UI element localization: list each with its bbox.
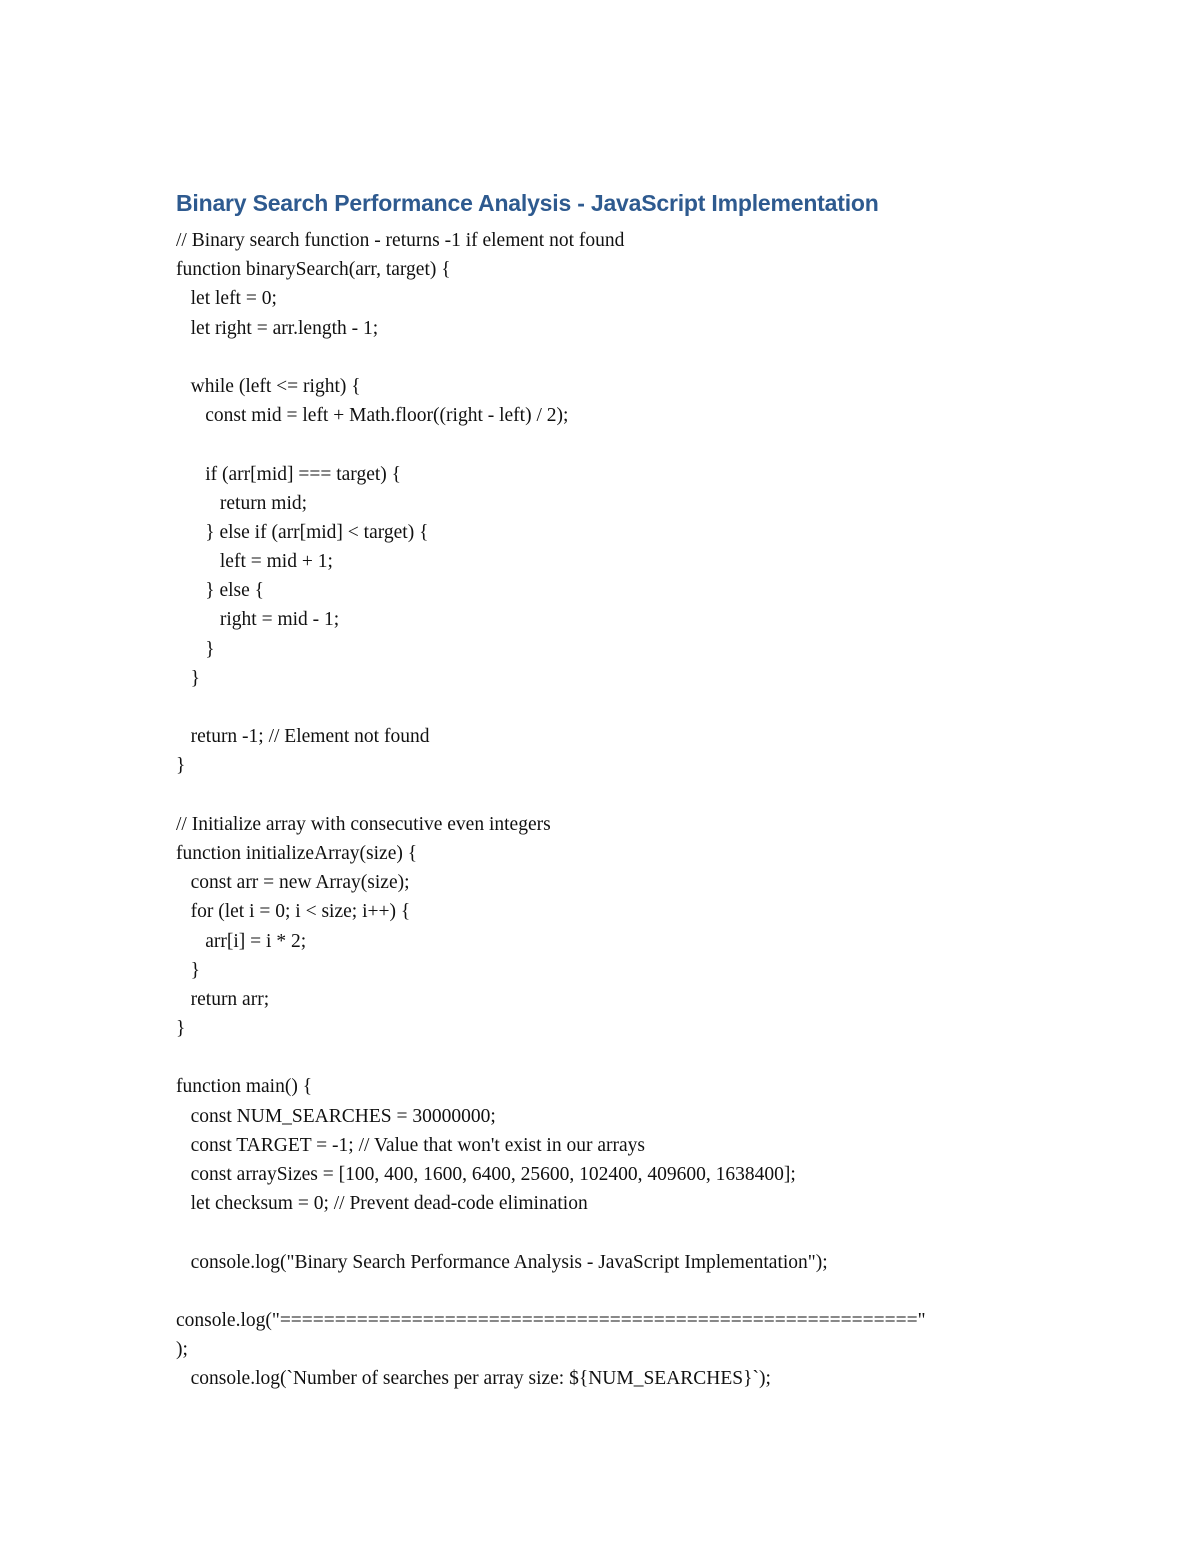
code-line <box>176 1277 1046 1306</box>
code-line: const mid = left + Math.floor((right - left) / 2); <box>176 405 569 427</box>
code-line: return mid; <box>176 492 308 514</box>
code-line: } <box>176 638 215 660</box>
document-title: Binary Search Performance Analysis - JavaScript Implementation <box>176 190 879 216</box>
code-line: while (left <= right) { <box>176 375 361 397</box>
code-line: arr[i] = i * 2; <box>176 930 307 952</box>
code-line: } else { <box>176 580 265 602</box>
code-line: } else if (arr[mid] < target) { <box>176 521 429 543</box>
code-line: right = mid - 1; <box>176 609 340 631</box>
code-line: ); <box>176 1339 188 1361</box>
code-line: let left = 0; <box>176 288 277 310</box>
code-line: const arr = new Array(size); <box>176 872 410 894</box>
code-line: return -1; // Element not found <box>176 726 430 748</box>
code-block <box>176 226 1046 1394</box>
code-line: return arr; <box>176 988 270 1010</box>
code-line: // Binary search function - returns -1 if element not found <box>176 230 625 251</box>
code-line: } <box>176 667 200 689</box>
code-line: } <box>176 959 200 981</box>
code-line: for (let i = 0; i < size; i++) { <box>176 901 411 923</box>
code-line <box>176 343 1046 372</box>
code-line: } <box>176 755 186 777</box>
code-line <box>176 1043 1046 1072</box>
code-line: if (arr[mid] === target) { <box>176 463 402 485</box>
code-line <box>176 781 1046 810</box>
code-line: let right = arr.length - 1; <box>176 317 379 339</box>
code-line: console.log(`Number of searches per array size: ${NUM_SEARCHES}`); <box>176 1368 771 1390</box>
code-line <box>176 1218 1046 1247</box>
code-line: } <box>176 1018 186 1040</box>
code-line: left = mid + 1; <box>176 551 333 573</box>
code-line: const arraySizes = [100, 400, 1600, 6400, 25600, 102400, 409600, 1638400]; <box>176 1164 796 1185</box>
code-line: let checksum = 0; // Prevent dead-code elimination <box>176 1193 588 1215</box>
code-line: // Initialize array with consecutive even integers <box>176 813 551 835</box>
code-line: console.log("==========================================================" <box>176 1309 926 1331</box>
code-line: const TARGET = -1; // Value that won't exist in our arrays <box>176 1134 645 1156</box>
code-line <box>176 693 1046 722</box>
code-line: function main() { <box>176 1076 313 1098</box>
code-line: const NUM_SEARCHES = 30000000; <box>176 1105 496 1127</box>
code-line: function binarySearch(arr, target) { <box>176 259 451 281</box>
code-line: console.log("Binary Search Performance Analysis - JavaScript Implementation"); <box>176 1251 828 1273</box>
code-line: function initializeArray(size) { <box>176 842 418 864</box>
code-line <box>176 430 1046 459</box>
